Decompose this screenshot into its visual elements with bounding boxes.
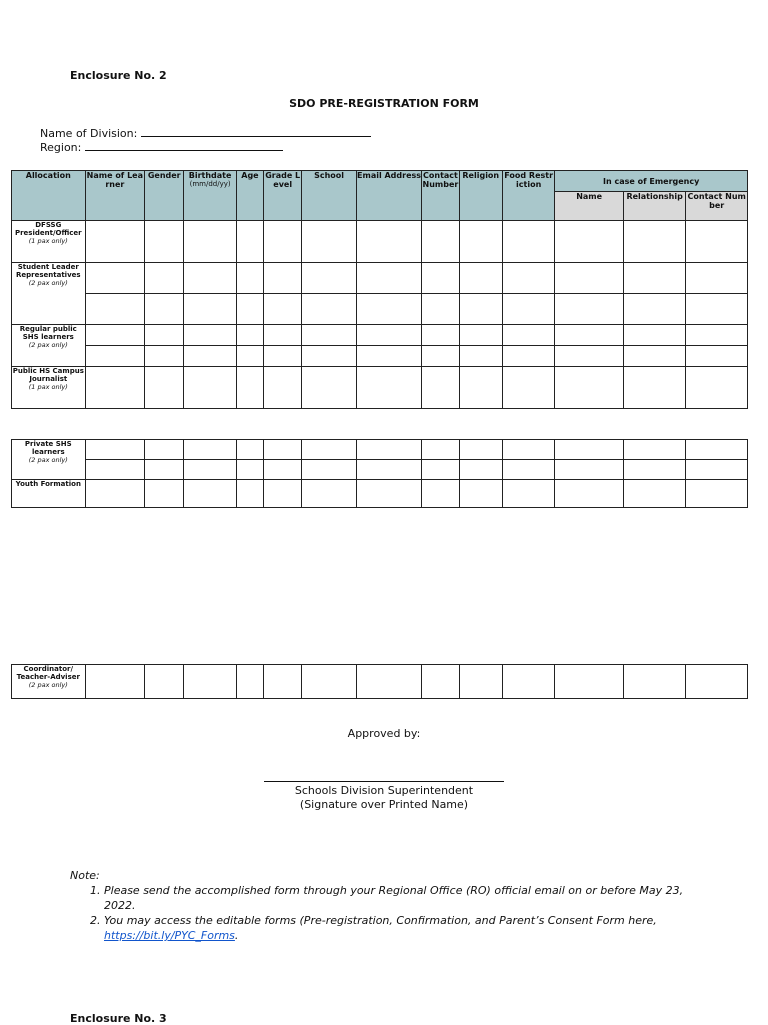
header-food-restriction: Food Restriction <box>502 171 554 221</box>
entry-cell[interactable] <box>85 665 144 699</box>
allocation-limit: (2 pax only) <box>28 279 68 287</box>
header-allocation: Allocation <box>12 171 86 221</box>
allocation-cell <box>12 665 86 699</box>
entry-cell[interactable] <box>502 367 554 409</box>
entry-cell[interactable] <box>555 263 624 294</box>
header-religion: Religion <box>459 171 502 221</box>
entry-cell[interactable] <box>264 440 302 460</box>
allocation-name: Coordinator/ Teacher-Adviser <box>16 665 80 681</box>
entry-cell[interactable] <box>145 460 184 480</box>
enclosure-label-next: Enclosure No. 3 <box>70 1012 167 1025</box>
entry-cell[interactable] <box>85 221 144 263</box>
entry-cell[interactable] <box>236 440 263 460</box>
entry-cell[interactable] <box>502 665 554 699</box>
note-list <box>70 883 690 943</box>
entry-cell[interactable] <box>459 221 502 263</box>
region-label: Region: <box>40 141 82 154</box>
header-birthdate-label: Birthdate <box>188 171 232 180</box>
note-item-2 <box>104 913 690 943</box>
entry-cell[interactable] <box>85 325 144 346</box>
table-row <box>12 460 748 480</box>
division-field <box>40 126 371 140</box>
allocation-cell <box>12 325 86 367</box>
entry-cell[interactable] <box>302 263 356 294</box>
entry-cell[interactable] <box>85 460 144 480</box>
entry-cell[interactable] <box>356 221 422 263</box>
entry-cell[interactable] <box>264 263 302 294</box>
entry-cell[interactable] <box>459 480 502 508</box>
allocation-cell <box>12 221 86 263</box>
entry-cell[interactable] <box>236 325 263 346</box>
entry-cell[interactable] <box>459 346 502 367</box>
header-age: Age <box>236 171 263 221</box>
entry-cell[interactable] <box>302 480 356 508</box>
entry-cell[interactable] <box>236 346 263 367</box>
entry-cell[interactable] <box>502 294 554 325</box>
entry-cell[interactable] <box>302 665 356 699</box>
entry-cell[interactable] <box>502 460 554 480</box>
entry-cell[interactable] <box>459 325 502 346</box>
entry-cell[interactable] <box>356 346 422 367</box>
allocation-cell <box>12 440 86 480</box>
table-row <box>12 665 748 699</box>
entry-cell[interactable] <box>85 294 144 325</box>
signature-line <box>264 781 504 782</box>
header-emergency-contact: Contact Number <box>686 192 748 221</box>
entry-cell[interactable] <box>145 263 184 294</box>
registration-table-private <box>11 439 748 508</box>
header-gender: Gender <box>145 171 184 221</box>
entry-cell[interactable] <box>85 346 144 367</box>
header-contact: Contact Number <box>422 171 459 221</box>
entry-cell[interactable] <box>184 480 236 508</box>
registration-table-coordinator <box>11 664 748 699</box>
entry-cell[interactable] <box>184 221 236 263</box>
entry-cell[interactable] <box>459 440 502 460</box>
header-name-of-learner: Name of Learner <box>85 171 144 221</box>
entry-cell[interactable] <box>85 480 144 508</box>
entry-cell[interactable] <box>422 480 459 508</box>
entry-cell[interactable] <box>302 294 356 325</box>
header-birthdate <box>184 171 236 221</box>
entry-cell[interactable] <box>555 480 624 508</box>
table-row <box>12 346 748 367</box>
entry-cell[interactable] <box>302 440 356 460</box>
entry-cell[interactable] <box>184 440 236 460</box>
entry-cell[interactable] <box>459 294 502 325</box>
entry-cell[interactable] <box>686 294 748 325</box>
entry-cell[interactable] <box>502 440 554 460</box>
entry-cell[interactable] <box>686 346 748 367</box>
allocation-name: Public HS Campus Journalist <box>12 367 84 383</box>
entry-cell[interactable] <box>555 221 624 263</box>
allocation-name: Student Leader Representatives <box>16 263 81 279</box>
entry-cell[interactable] <box>459 460 502 480</box>
entry-cell[interactable] <box>184 294 236 325</box>
signatory-title: Schools Division Superintendent <box>294 784 474 797</box>
division-input-line[interactable] <box>141 126 371 137</box>
entry-cell[interactable] <box>85 367 144 409</box>
entry-cell[interactable] <box>686 221 748 263</box>
header-emergency-relationship: Relationship <box>623 192 686 221</box>
entry-cell[interactable] <box>145 221 184 263</box>
entry-cell[interactable] <box>686 325 748 346</box>
registration-table <box>11 170 748 409</box>
entry-cell[interactable] <box>623 460 686 480</box>
note-link-suffix: . <box>234 929 239 942</box>
entry-cell[interactable] <box>555 294 624 325</box>
entry-cell[interactable] <box>184 325 236 346</box>
entry-cell[interactable] <box>623 665 686 699</box>
entry-cell[interactable] <box>184 346 236 367</box>
entry-cell[interactable] <box>686 367 748 409</box>
entry-cell[interactable] <box>264 480 302 508</box>
header-email: Email Address <box>356 171 422 221</box>
entry-cell[interactable] <box>422 460 459 480</box>
allocation-name: DFSSG President/Officer <box>14 221 82 237</box>
entry-cell[interactable] <box>236 294 263 325</box>
entry-cell[interactable] <box>302 221 356 263</box>
header-birthdate-format: (mm/dd/yy) <box>189 180 231 188</box>
entry-cell[interactable] <box>145 480 184 508</box>
entry-cell[interactable] <box>85 440 144 460</box>
allocation-name: Regular public SHS learners <box>19 325 77 341</box>
entry-cell[interactable] <box>264 460 302 480</box>
table-row <box>12 367 748 409</box>
entry-cell[interactable] <box>302 367 356 409</box>
table-row <box>12 440 748 460</box>
entry-cell[interactable] <box>422 221 459 263</box>
entry-cell[interactable] <box>356 367 422 409</box>
entry-cell[interactable] <box>264 325 302 346</box>
table-row <box>12 263 748 294</box>
entry-cell[interactable] <box>264 665 302 699</box>
entry-cell[interactable] <box>623 440 686 460</box>
entry-cell[interactable] <box>623 263 686 294</box>
region-field <box>40 140 283 154</box>
note-section <box>70 868 690 943</box>
entry-cell[interactable] <box>264 346 302 367</box>
entry-cell[interactable] <box>686 665 748 699</box>
entry-cell[interactable] <box>422 346 459 367</box>
entry-cell[interactable] <box>145 325 184 346</box>
entry-cell[interactable] <box>686 440 748 460</box>
entry-cell[interactable] <box>422 263 459 294</box>
entry-cell[interactable] <box>459 263 502 294</box>
table-row <box>12 294 748 325</box>
entry-cell[interactable] <box>555 325 624 346</box>
entry-cell[interactable] <box>356 294 422 325</box>
allocation-name: Youth Formation <box>15 480 81 488</box>
entry-cell[interactable] <box>686 263 748 294</box>
entry-cell[interactable] <box>302 346 356 367</box>
header-school: School <box>302 171 356 221</box>
table-row <box>12 325 748 346</box>
entry-cell[interactable] <box>502 346 554 367</box>
entry-cell[interactable] <box>184 263 236 294</box>
entry-cell[interactable] <box>236 367 263 409</box>
entry-cell[interactable] <box>623 221 686 263</box>
entry-cell[interactable] <box>236 263 263 294</box>
approved-by-label: Approved by: <box>347 727 421 740</box>
entry-cell[interactable] <box>184 367 236 409</box>
entry-cell[interactable] <box>356 460 422 480</box>
entry-cell[interactable] <box>422 294 459 325</box>
entry-cell[interactable] <box>555 367 624 409</box>
note-item-2-text: You may access the editable forms (Pre-registration, Confirmation, and Parent’s Consent Form here, <box>104 914 657 927</box>
entry-cell[interactable] <box>302 325 356 346</box>
allocation-limit: (2 pax only) <box>28 456 68 464</box>
entry-cell[interactable] <box>555 346 624 367</box>
entry-cell[interactable] <box>422 665 459 699</box>
entry-cell[interactable] <box>145 346 184 367</box>
allocation-limit: (1 pax only) <box>28 383 68 391</box>
entry-cell[interactable] <box>356 480 422 508</box>
entry-cell[interactable] <box>356 263 422 294</box>
entry-cell[interactable] <box>145 294 184 325</box>
forms-link[interactable]: https://bit.ly/PYC_Forms <box>104 929 235 942</box>
entry-cell[interactable] <box>555 460 624 480</box>
region-input-line[interactable] <box>85 140 283 151</box>
entry-cell[interactable] <box>623 294 686 325</box>
entry-cell[interactable] <box>422 440 459 460</box>
entry-cell[interactable] <box>459 367 502 409</box>
division-label: Name of Division: <box>40 127 138 140</box>
entry-cell[interactable] <box>623 346 686 367</box>
entry-cell[interactable] <box>555 665 624 699</box>
entry-cell[interactable] <box>502 325 554 346</box>
entry-cell[interactable] <box>236 480 263 508</box>
form-title: SDO PRE-REGISTRATION FORM <box>289 97 479 110</box>
allocation-cell <box>12 367 86 409</box>
entry-cell[interactable] <box>145 665 184 699</box>
header-emergency-name: Name <box>555 192 624 221</box>
entry-cell[interactable] <box>184 460 236 480</box>
allocation-limit: (1 pax only) <box>28 237 68 245</box>
entry-cell[interactable] <box>184 665 236 699</box>
entry-cell[interactable] <box>623 367 686 409</box>
note-item-1: 1. Please send the accomplished form through your Regional Office (RO) official email on or before May 23, 2022. <box>104 883 690 913</box>
entry-cell[interactable] <box>264 367 302 409</box>
note-label: Note: <box>70 869 100 882</box>
entry-cell[interactable] <box>555 440 624 460</box>
allocation-cell <box>12 480 86 508</box>
entry-cell[interactable] <box>356 440 422 460</box>
entry-cell[interactable] <box>459 665 502 699</box>
entry-cell[interactable] <box>623 325 686 346</box>
table-row <box>12 480 748 508</box>
entry-cell[interactable] <box>686 460 748 480</box>
allocation-limit: (2 pax only) <box>28 341 68 349</box>
allocation-cell <box>12 263 86 325</box>
entry-cell[interactable] <box>236 221 263 263</box>
entry-cell[interactable] <box>422 325 459 346</box>
entry-cell[interactable] <box>145 367 184 409</box>
entry-cell[interactable] <box>502 263 554 294</box>
entry-cell[interactable] <box>502 221 554 263</box>
entry-cell[interactable] <box>145 440 184 460</box>
entry-cell[interactable] <box>422 367 459 409</box>
entry-cell[interactable] <box>356 325 422 346</box>
entry-cell[interactable] <box>264 221 302 263</box>
entry-cell[interactable] <box>356 665 422 699</box>
signature-note: (Signature over Printed Name) <box>299 798 469 811</box>
header-grade-level: Grade Level <box>264 171 302 221</box>
header-emergency: In case of Emergency <box>555 171 748 192</box>
entry-cell[interactable] <box>302 460 356 480</box>
allocation-limit: (2 pax only) <box>28 681 68 689</box>
entry-cell[interactable] <box>686 480 748 508</box>
entry-cell[interactable] <box>85 263 144 294</box>
entry-cell[interactable] <box>236 665 263 699</box>
allocation-name: Private SHS learners <box>24 440 72 456</box>
entry-cell[interactable] <box>623 480 686 508</box>
entry-cell[interactable] <box>236 460 263 480</box>
entry-cell[interactable] <box>502 480 554 508</box>
enclosure-label: Enclosure No. 2 <box>70 69 167 82</box>
table-row <box>12 221 748 263</box>
entry-cell[interactable] <box>264 294 302 325</box>
